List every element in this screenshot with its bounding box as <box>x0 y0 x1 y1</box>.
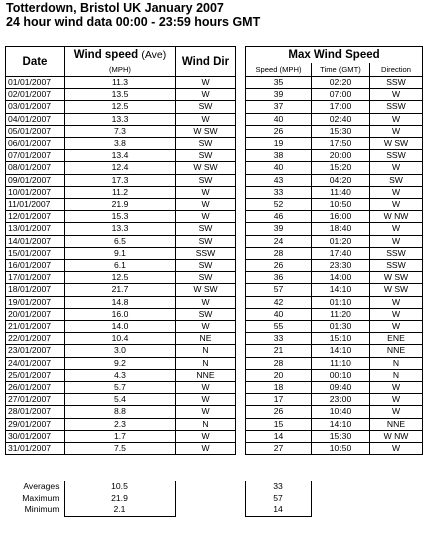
wind-speed-cell: 12.4 <box>65 162 176 174</box>
wind-speed-cell: 13.3 <box>65 223 176 235</box>
column-gap <box>236 101 246 113</box>
column-gap <box>236 174 246 186</box>
wind-speed-cell: 11.2 <box>65 186 176 198</box>
table-row <box>6 235 423 247</box>
wind-speed-cell: 12.5 <box>65 272 176 284</box>
wind-dir-cell: NNE <box>176 369 236 381</box>
column-gap <box>236 199 246 211</box>
table-row <box>6 199 423 211</box>
wind-speed-cell: 17.3 <box>65 174 176 186</box>
date-header: Date <box>6 47 65 77</box>
max-direction-cell: W <box>370 162 423 174</box>
date-cell: 31/01/2007 <box>6 443 65 455</box>
column-gap <box>236 186 246 198</box>
wind-speed-cell: 16.0 <box>65 308 176 320</box>
max-direction-cell: N <box>370 369 423 381</box>
max-speed-cell: 42 <box>246 296 312 308</box>
max-time-cell: 10:40 <box>312 406 370 418</box>
table-row <box>6 186 423 198</box>
date-cell: 11/01/2007 <box>6 199 65 211</box>
max-direction-cell: W <box>370 125 423 137</box>
max-direction-cell: W <box>370 113 423 125</box>
wind-speed-cell: 12.5 <box>65 101 176 113</box>
wind-dir-cell: W <box>176 296 236 308</box>
summary-table <box>5 481 312 517</box>
summary-label: Maximum <box>22 492 60 503</box>
date-cell: 15/01/2007 <box>6 247 65 259</box>
summary-speed: 21.9 <box>64 493 175 505</box>
table-row <box>6 394 423 406</box>
column-gap <box>236 89 246 101</box>
date-cell: 07/01/2007 <box>6 150 65 162</box>
wind-dir-cell: W <box>176 186 236 198</box>
column-gap <box>236 47 246 64</box>
max-direction-header: Direction <box>370 63 423 77</box>
wind-speed-cell: 13.5 <box>65 89 176 101</box>
max-time-cell: 02:40 <box>312 113 370 125</box>
max-time-cell: 17:40 <box>312 247 370 259</box>
wind-speed-cell: 2.3 <box>65 418 176 430</box>
date-cell: 18/01/2007 <box>6 284 65 296</box>
wind-speed-cell: 9.2 <box>65 357 176 369</box>
max-time-cell: 15:30 <box>312 125 370 137</box>
date-cell: 08/01/2007 <box>6 162 65 174</box>
date-cell: 13/01/2007 <box>6 223 65 235</box>
wind-speed-cell: 13.4 <box>65 150 176 162</box>
date-cell: 12/01/2007 <box>6 211 65 223</box>
date-cell: 24/01/2007 <box>6 357 65 369</box>
max-wind-speed-header: Max Wind Speed <box>246 47 423 64</box>
wind-speed-cell: 21.7 <box>65 284 176 296</box>
wind-speed-cell: 21.9 <box>65 199 176 211</box>
max-speed-unit-header: Speed (MPH) <box>246 63 312 77</box>
summary-spacer <box>235 481 245 493</box>
column-gap <box>236 150 246 162</box>
max-time-cell: 07:00 <box>312 89 370 101</box>
date-cell: 26/01/2007 <box>6 382 65 394</box>
max-direction-cell: W <box>370 186 423 198</box>
max-time-cell: 10:50 <box>312 199 370 211</box>
date-cell: 23/01/2007 <box>6 345 65 357</box>
date-cell: 21/01/2007 <box>6 321 65 333</box>
max-time-header: Time (GMT) <box>312 63 370 77</box>
max-direction-cell: W <box>370 321 423 333</box>
table-row <box>6 345 423 357</box>
wind-speed-cell: 6.1 <box>65 260 176 272</box>
max-direction-cell: SSW <box>370 101 423 113</box>
wind-dir-cell: N <box>176 345 236 357</box>
wind-dir-cell: SW <box>176 223 236 235</box>
wind-dir-cell: W SW <box>176 284 236 296</box>
column-gap <box>236 321 246 333</box>
table-row <box>6 272 423 284</box>
wind-speed-cell: 3.0 <box>65 345 176 357</box>
column-gap <box>236 260 246 272</box>
wind-speed-cell: 5.4 <box>65 394 176 406</box>
max-speed-cell: 33 <box>246 333 312 345</box>
max-time-cell: 09:40 <box>312 382 370 394</box>
wind-speed-cell: 10.4 <box>65 333 176 345</box>
wind-dir-cell: SW <box>176 235 236 247</box>
wind-speed-cell: 3.8 <box>65 138 176 150</box>
wind-speed-cell: 4.3 <box>65 369 176 381</box>
max-speed-cell: 24 <box>246 235 312 247</box>
max-direction-cell: W SW <box>370 284 423 296</box>
max-time-cell: 20:00 <box>312 150 370 162</box>
max-speed-cell: 19 <box>246 138 312 150</box>
max-time-cell: 23:30 <box>312 260 370 272</box>
column-gap <box>236 296 246 308</box>
date-cell: 04/01/2007 <box>6 113 65 125</box>
wind-dir-cell: SW <box>176 260 236 272</box>
max-speed-cell: 26 <box>246 406 312 418</box>
max-time-cell: 14:10 <box>312 284 370 296</box>
table-row <box>6 430 423 442</box>
max-direction-cell: W <box>370 308 423 320</box>
column-gap <box>236 382 246 394</box>
table-row <box>6 357 423 369</box>
wind-dir-cell: W <box>176 211 236 223</box>
max-direction-cell: SSW <box>370 77 423 89</box>
max-direction-cell: W <box>370 394 423 406</box>
date-cell: 05/01/2007 <box>6 125 65 137</box>
summary-spacer <box>175 493 235 505</box>
table-row <box>6 174 423 186</box>
date-cell: 02/01/2007 <box>6 89 65 101</box>
max-time-cell: 23:00 <box>312 394 370 406</box>
column-gap <box>236 162 246 174</box>
date-cell: 10/01/2007 <box>6 186 65 198</box>
table-row <box>6 418 423 430</box>
wind-dir-cell: N <box>176 418 236 430</box>
max-speed-cell: 33 <box>246 186 312 198</box>
wind-dir-cell: SW <box>176 174 236 186</box>
wind-dir-cell: W <box>176 77 236 89</box>
max-direction-cell: NNE <box>370 418 423 430</box>
column-gap <box>236 223 246 235</box>
table-row <box>6 382 423 394</box>
max-time-cell: 00:10 <box>312 369 370 381</box>
wind-dir-cell: SW <box>176 308 236 320</box>
max-direction-cell: W <box>370 235 423 247</box>
wind-dir-cell: W <box>176 443 236 455</box>
max-speed-cell: 18 <box>246 382 312 394</box>
table-row <box>6 260 423 272</box>
table-row <box>6 321 423 333</box>
wind-speed-unit: (MPH) <box>65 63 176 77</box>
wind-speed-ave-label: (Ave) <box>141 49 167 61</box>
column-gap <box>236 138 246 150</box>
max-speed-cell: 40 <box>246 162 312 174</box>
summary-speed: 10.5 <box>64 481 175 493</box>
date-cell: 09/01/2007 <box>6 174 65 186</box>
max-time-cell: 02:20 <box>312 77 370 89</box>
wind-dir-cell: W <box>176 430 236 442</box>
max-speed-cell: 28 <box>246 357 312 369</box>
column-gap <box>236 357 246 369</box>
column-gap <box>236 272 246 284</box>
max-speed-cell: 26 <box>246 260 312 272</box>
wind-speed-cell: 14.8 <box>65 296 176 308</box>
max-speed-cell: 21 <box>246 345 312 357</box>
wind-speed-header <box>65 47 176 64</box>
max-direction-cell: SSW <box>370 247 423 259</box>
wind-dir-cell: W <box>176 113 236 125</box>
wind-speed-cell: 13.3 <box>65 113 176 125</box>
max-time-cell: 01:20 <box>312 235 370 247</box>
column-gap <box>236 211 246 223</box>
max-speed-cell: 57 <box>246 284 312 296</box>
table-row <box>6 333 423 345</box>
wind-dir-cell: W <box>176 382 236 394</box>
wind-speed-cell: 11.3 <box>65 77 176 89</box>
table-row <box>6 77 423 89</box>
max-speed-cell: 14 <box>246 430 312 442</box>
wind-speed-cell: 9.1 <box>65 247 176 259</box>
wind-speed-label: Wind speed <box>73 49 139 61</box>
summary-spacer <box>235 493 245 505</box>
summary-max: 14 <box>245 504 311 516</box>
summary-spacer <box>235 504 245 516</box>
max-speed-cell: 55 <box>246 321 312 333</box>
wind-dir-cell: W SW <box>176 125 236 137</box>
max-direction-cell: W NW <box>370 211 423 223</box>
page-title: Totterdown, Bristol UK January 2007 <box>6 1 224 15</box>
max-time-cell: 11:20 <box>312 308 370 320</box>
column-gap <box>236 63 246 77</box>
column-gap <box>236 247 246 259</box>
max-direction-cell: ENE <box>370 333 423 345</box>
column-gap <box>236 308 246 320</box>
wind-dir-cell: W <box>176 321 236 333</box>
column-gap <box>236 235 246 247</box>
max-speed-cell: 52 <box>246 199 312 211</box>
max-direction-cell: W <box>370 89 423 101</box>
max-time-cell: 10:50 <box>312 443 370 455</box>
table-row <box>6 369 423 381</box>
max-direction-cell: SSW <box>370 150 423 162</box>
column-gap <box>236 443 246 455</box>
max-direction-cell: W <box>370 223 423 235</box>
max-speed-cell: 39 <box>246 223 312 235</box>
max-speed-cell: 40 <box>246 113 312 125</box>
wind-speed-cell: 15.3 <box>65 211 176 223</box>
date-cell: 28/01/2007 <box>6 406 65 418</box>
summary-row <box>5 493 311 505</box>
wind-dir-cell: SW <box>176 272 236 284</box>
wind-dir-cell: W <box>176 406 236 418</box>
wind-dir-cell: SW <box>176 150 236 162</box>
column-gap <box>236 113 246 125</box>
max-time-cell: 18:40 <box>312 223 370 235</box>
max-direction-cell: W <box>370 296 423 308</box>
table-row <box>6 406 423 418</box>
max-direction-cell: W SW <box>370 272 423 284</box>
wind-dir-cell: SW <box>176 101 236 113</box>
date-cell: 14/01/2007 <box>6 235 65 247</box>
table-row <box>6 125 423 137</box>
max-speed-cell: 36 <box>246 272 312 284</box>
column-gap <box>236 125 246 137</box>
max-time-cell: 14:10 <box>312 418 370 430</box>
wind-dir-cell: N <box>176 357 236 369</box>
column-gap <box>236 345 246 357</box>
table-row <box>6 223 423 235</box>
table-row <box>6 284 423 296</box>
page-subtitle: 24 hour wind data 00:00 - 23:59 hours GMT <box>6 15 261 29</box>
max-speed-cell: 17 <box>246 394 312 406</box>
date-cell: 19/01/2007 <box>6 296 65 308</box>
max-direction-cell: NNE <box>370 345 423 357</box>
column-gap <box>236 333 246 345</box>
summary-row <box>5 504 311 516</box>
wind-dir-cell: SSW <box>176 247 236 259</box>
table-row <box>6 162 423 174</box>
max-speed-cell: 20 <box>246 369 312 381</box>
table-row <box>6 308 423 320</box>
max-time-cell: 15:30 <box>312 430 370 442</box>
date-cell: 01/01/2007 <box>6 77 65 89</box>
wind-dir-cell: W <box>176 394 236 406</box>
date-cell: 16/01/2007 <box>6 260 65 272</box>
date-cell: 22/01/2007 <box>6 333 65 345</box>
max-time-cell: 16:00 <box>312 211 370 223</box>
wind-speed-cell: 7.5 <box>65 443 176 455</box>
max-speed-cell: 46 <box>246 211 312 223</box>
wind-speed-cell: 5.7 <box>65 382 176 394</box>
column-gap <box>236 369 246 381</box>
max-time-cell: 17:50 <box>312 138 370 150</box>
max-time-cell: 14:10 <box>312 345 370 357</box>
table-row <box>6 138 423 150</box>
summary-speed: 2.1 <box>64 504 175 516</box>
date-cell: 27/01/2007 <box>6 394 65 406</box>
max-direction-cell: W <box>370 406 423 418</box>
table-row <box>6 296 423 308</box>
max-speed-cell: 37 <box>246 101 312 113</box>
max-direction-cell: W <box>370 382 423 394</box>
date-cell: 30/01/2007 <box>6 430 65 442</box>
wind-dir-cell: SW <box>176 138 236 150</box>
max-speed-cell: 39 <box>246 89 312 101</box>
max-time-cell: 11:40 <box>312 186 370 198</box>
wind-speed-cell: 14.0 <box>65 321 176 333</box>
date-cell: 17/01/2007 <box>6 272 65 284</box>
column-gap <box>236 418 246 430</box>
column-gap <box>236 77 246 89</box>
summary-spacer <box>175 504 235 516</box>
max-speed-cell: 28 <box>246 247 312 259</box>
max-time-cell: 04:20 <box>312 174 370 186</box>
max-time-cell: 01:10 <box>312 296 370 308</box>
max-direction-cell: W <box>370 199 423 211</box>
wind-dir-cell: W <box>176 89 236 101</box>
wind-data-table <box>5 46 423 455</box>
table-row <box>6 211 423 223</box>
summary-label: Averages <box>23 481 60 491</box>
date-cell: 03/01/2007 <box>6 101 65 113</box>
wind-dir-cell: W <box>176 199 236 211</box>
max-time-cell: 01:30 <box>312 321 370 333</box>
header-row <box>6 47 423 64</box>
max-speed-cell: 15 <box>246 418 312 430</box>
summary-spacer <box>175 481 235 493</box>
table-row <box>6 89 423 101</box>
wind-speed-cell: 7.3 <box>65 125 176 137</box>
table-row <box>6 113 423 125</box>
max-direction-cell: W SW <box>370 138 423 150</box>
table-row <box>6 247 423 259</box>
max-time-cell: 17:00 <box>312 101 370 113</box>
max-time-cell: 14:00 <box>312 272 370 284</box>
max-direction-cell: W <box>370 443 423 455</box>
max-direction-cell: SW <box>370 174 423 186</box>
table-row <box>6 150 423 162</box>
column-gap <box>236 430 246 442</box>
max-time-cell: 15:10 <box>312 333 370 345</box>
table-row <box>6 443 423 455</box>
wind-dir-header: Wind Dir <box>176 47 236 77</box>
date-cell: 20/01/2007 <box>6 308 65 320</box>
summary-label: Minimum <box>24 504 60 515</box>
max-time-cell: 15:20 <box>312 162 370 174</box>
max-direction-cell: N <box>370 357 423 369</box>
max-speed-cell: 27 <box>246 443 312 455</box>
column-gap <box>236 284 246 296</box>
wind-dir-cell: W SW <box>176 162 236 174</box>
column-gap <box>236 394 246 406</box>
max-speed-cell: 26 <box>246 125 312 137</box>
wind-speed-cell: 6.5 <box>65 235 176 247</box>
summary-row <box>5 481 311 493</box>
date-cell: 25/01/2007 <box>6 369 65 381</box>
max-speed-cell: 35 <box>246 77 312 89</box>
wind-speed-cell: 1.7 <box>65 430 176 442</box>
max-speed-cell: 38 <box>246 150 312 162</box>
max-speed-cell: 40 <box>246 308 312 320</box>
wind-speed-cell: 8.8 <box>65 406 176 418</box>
max-speed-cell: 43 <box>246 174 312 186</box>
max-direction-cell: W NW <box>370 430 423 442</box>
date-cell: 06/01/2007 <box>6 138 65 150</box>
table-row <box>6 101 423 113</box>
max-direction-cell: SSW <box>370 260 423 272</box>
date-cell: 29/01/2007 <box>6 418 65 430</box>
max-time-cell: 11:10 <box>312 357 370 369</box>
column-gap <box>236 406 246 418</box>
summary-max: 57 <box>245 493 311 505</box>
summary-max: 33 <box>245 481 311 493</box>
wind-dir-cell: NE <box>176 333 236 345</box>
